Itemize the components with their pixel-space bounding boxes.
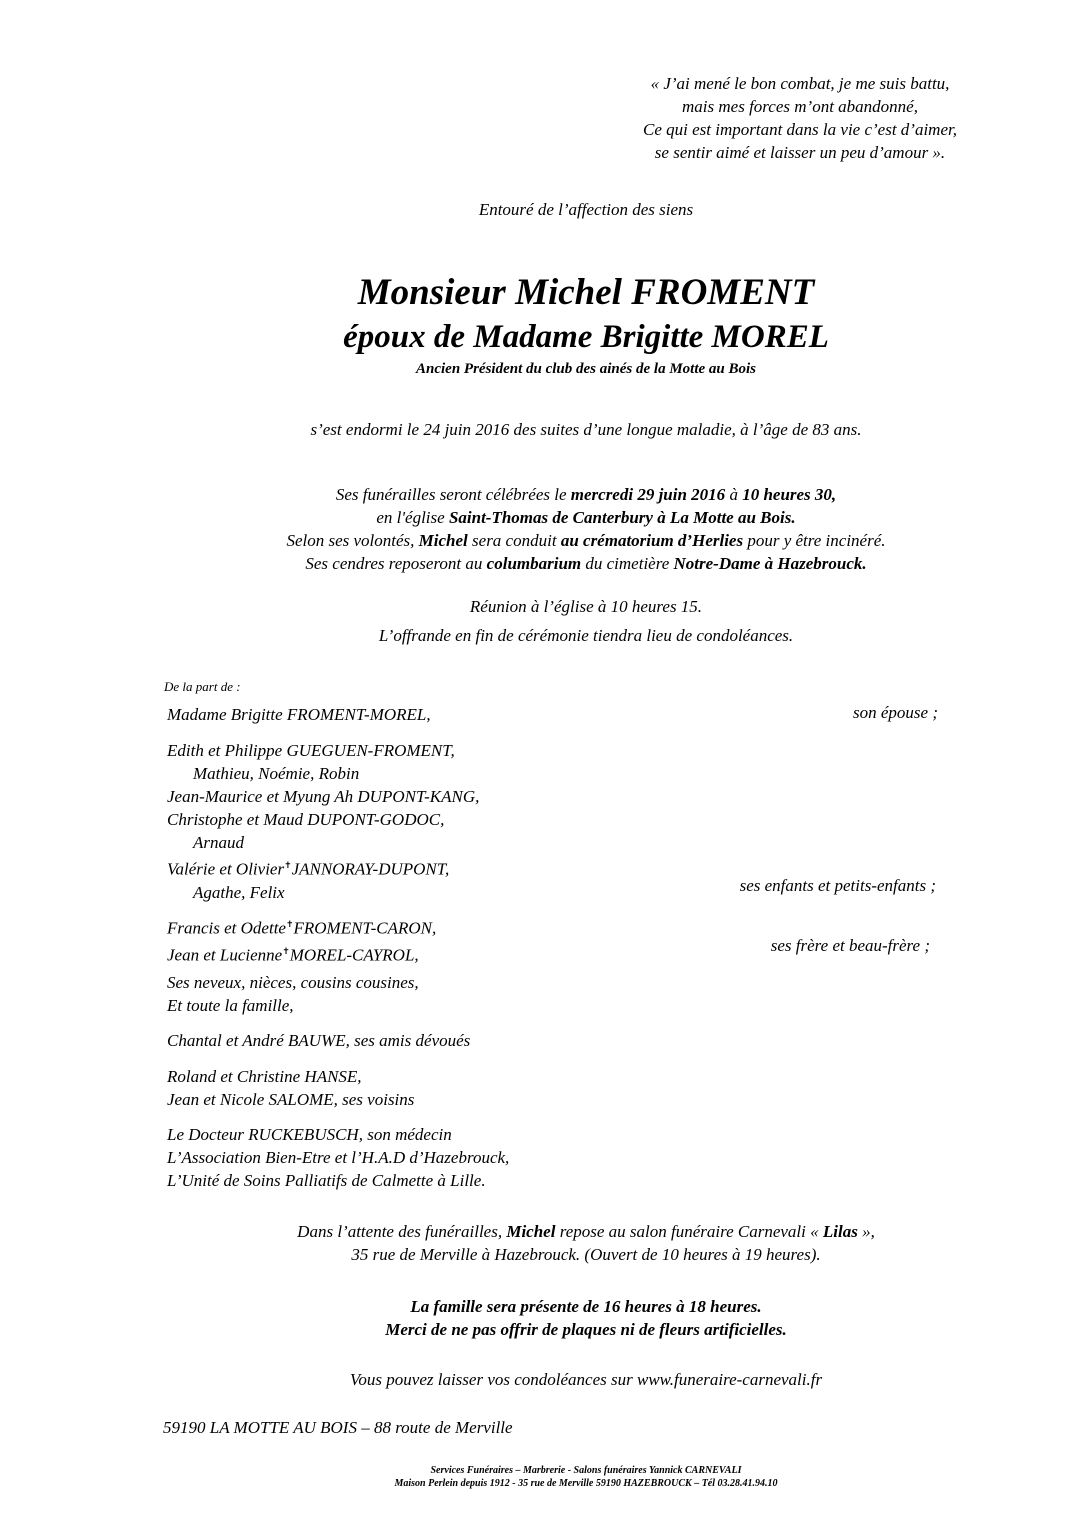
family-member: L’Association Bien-Etre et l’H.A.D d’Hazebrouck, bbox=[167, 1148, 510, 1167]
footer-line: Services Funéraires – Marbrerie - Salons funéraires Yannick CARNEVALI bbox=[430, 1465, 742, 1476]
family-member: Et toute la famille, bbox=[167, 996, 294, 1015]
family-spouse: Madame Brigitte FROMENT-MOREL, bbox=[167, 705, 431, 724]
family-friends: Chantal et André BAUWE, ses amis dévoués bbox=[167, 1031, 471, 1050]
cemetery: Notre-Dame à Hazebrouck. bbox=[673, 554, 867, 573]
quote-line: « J’ai mené le bon combat, je me suis battu, bbox=[650, 74, 950, 93]
family-member: Ses neveux, nièces, cousins cousines, bbox=[167, 973, 419, 992]
family-member: Edith et Philippe GUEGUEN-FROMENT, bbox=[167, 741, 455, 760]
family-member: Le Docteur RUCKEBUSCH, son médecin bbox=[167, 1125, 452, 1144]
salon-info bbox=[0, 1220, 1075, 1266]
salon-room-name: Lilas bbox=[822, 1222, 858, 1241]
offrande-text: L’offrande en fin de cérémonie tiendra lieu de condoléances. bbox=[378, 626, 794, 645]
family-member bbox=[167, 940, 436, 967]
family-member: Christophe et Maud DUPONT-GODOC, bbox=[167, 810, 445, 829]
text: en l'église bbox=[376, 508, 449, 527]
family-member: Jean-Maurice et Myung Ah DUPONT-KANG, bbox=[167, 787, 480, 806]
text: Francis et Odette bbox=[167, 918, 286, 938]
family-children bbox=[167, 739, 479, 904]
text: Selon ses volontés, bbox=[286, 531, 419, 550]
cross-icon: ✝ bbox=[282, 945, 290, 956]
from-label: De la part de : bbox=[164, 679, 241, 694]
text: », bbox=[857, 1222, 875, 1241]
text: JANNORAY-DUPONT, bbox=[291, 859, 450, 879]
grandchildren: Agathe, Felix bbox=[193, 882, 285, 902]
cross-icon: ✝ bbox=[285, 919, 294, 929]
text: FROMENT-CARON, bbox=[293, 918, 437, 938]
quote-line: se sentir aimé et laisser un peu d’amour ». bbox=[654, 143, 946, 162]
salon-line: 35 rue de Merville à Hazebrouck. (Ouvert de 10 heures à 19 heures). bbox=[351, 1245, 821, 1264]
family-member: Jean et Nicole SALOME, ses voisins bbox=[167, 1090, 415, 1109]
deceased-role: Ancien Président du club des ainés de la Motte au Bois bbox=[415, 361, 757, 377]
presence-info bbox=[0, 1295, 1075, 1341]
presence-line: La famille sera présente de 16 heures à 18 heures. bbox=[410, 1297, 762, 1316]
family-neighbours bbox=[167, 1065, 414, 1111]
quote-line: Ce qui est important dans la vie c’est d’aimer, bbox=[643, 120, 957, 139]
cross-icon: ✝ bbox=[284, 860, 292, 870]
funeral-line bbox=[0, 506, 1075, 529]
text: à bbox=[725, 485, 743, 504]
footer-line: Maison Perlein depuis 1912 - 35 rue de Merville 59190 HAZEBROUCK – Tél 03.28.41.94.10 bbox=[394, 1478, 778, 1489]
relation-siblings: ses frère et beau-frère ; bbox=[770, 936, 930, 955]
quote-line: mais mes forces m’ont abandonné, bbox=[682, 97, 918, 116]
deceased-name: Monsieur Michel FROMENT bbox=[357, 272, 815, 313]
relation-children: ses enfants et petits-enfants ; bbox=[739, 876, 936, 895]
text: Dans l’attente des funérailles, bbox=[297, 1222, 507, 1241]
deceased-firstname: Michel bbox=[418, 531, 468, 550]
condolences-text: Vous pouvez laisser vos condoléances sur www.funeraire-carnevali.fr bbox=[349, 1370, 823, 1389]
family-siblings bbox=[167, 913, 436, 966]
relation-spouse: son épouse ; bbox=[853, 703, 938, 722]
family-member: Roland et Christine HANSE, bbox=[167, 1067, 362, 1086]
grandchildren: Arnaud bbox=[193, 833, 244, 852]
church-name: Saint-Thomas de Canterbury à La Motte au Bois. bbox=[448, 508, 796, 527]
presence-line: Merci de ne pas offrir de plaques ni de fleurs artificielles. bbox=[385, 1320, 787, 1339]
family-extended bbox=[167, 971, 419, 1017]
funeral-line bbox=[0, 552, 1075, 575]
deceased-firstname: Michel bbox=[506, 1222, 556, 1241]
text: Ses funérailles seront célébrées le bbox=[335, 485, 571, 504]
funeral-line bbox=[0, 529, 1075, 552]
funeral-time: 10 heures 30, bbox=[742, 485, 837, 504]
epigraph-quote bbox=[560, 72, 1040, 164]
footer bbox=[0, 1464, 1075, 1490]
deceased-spouse: époux de Madame Brigitte MOREL bbox=[343, 319, 829, 355]
text: sera conduit bbox=[467, 531, 561, 550]
death-notice: s’est endormi le 24 juin 2016 des suites d’une longue maladie, à l’âge de 83 ans. bbox=[310, 420, 862, 439]
family-member bbox=[167, 854, 479, 881]
text: MOREL-CAYROL, bbox=[289, 945, 419, 965]
reunion-text: Réunion à l’église à 10 heures 15. bbox=[469, 597, 703, 616]
funeral-details bbox=[0, 483, 1075, 575]
care-providers bbox=[167, 1123, 509, 1192]
family-member: L’Unité de Soins Palliatifs de Calmette à Lille. bbox=[167, 1171, 486, 1190]
text: Valérie et Olivier bbox=[167, 859, 285, 879]
funeral-line bbox=[0, 483, 1075, 506]
family-address: 59190 LA MOTTE AU BOIS – 88 route de Merville bbox=[163, 1418, 513, 1437]
grandchildren: Mathieu, Noémie, Robin bbox=[193, 764, 360, 783]
funeral-date: mercredi 29 juin 2016 bbox=[570, 485, 726, 504]
text: Ses cendres reposeront au bbox=[305, 554, 487, 573]
family-member bbox=[167, 913, 436, 940]
columbarium: columbarium bbox=[486, 554, 582, 573]
salon-line bbox=[0, 1220, 1075, 1243]
text: pour y être incinéré. bbox=[743, 531, 886, 550]
text: repose au salon funéraire Carnevali « bbox=[555, 1222, 823, 1241]
intro-text: Entouré de l’affection des siens bbox=[478, 200, 694, 219]
crematorium: au crématorium d’Herlies bbox=[560, 531, 744, 550]
text: Jean et Lucienne bbox=[167, 945, 283, 965]
text: du cimetière bbox=[581, 554, 674, 573]
